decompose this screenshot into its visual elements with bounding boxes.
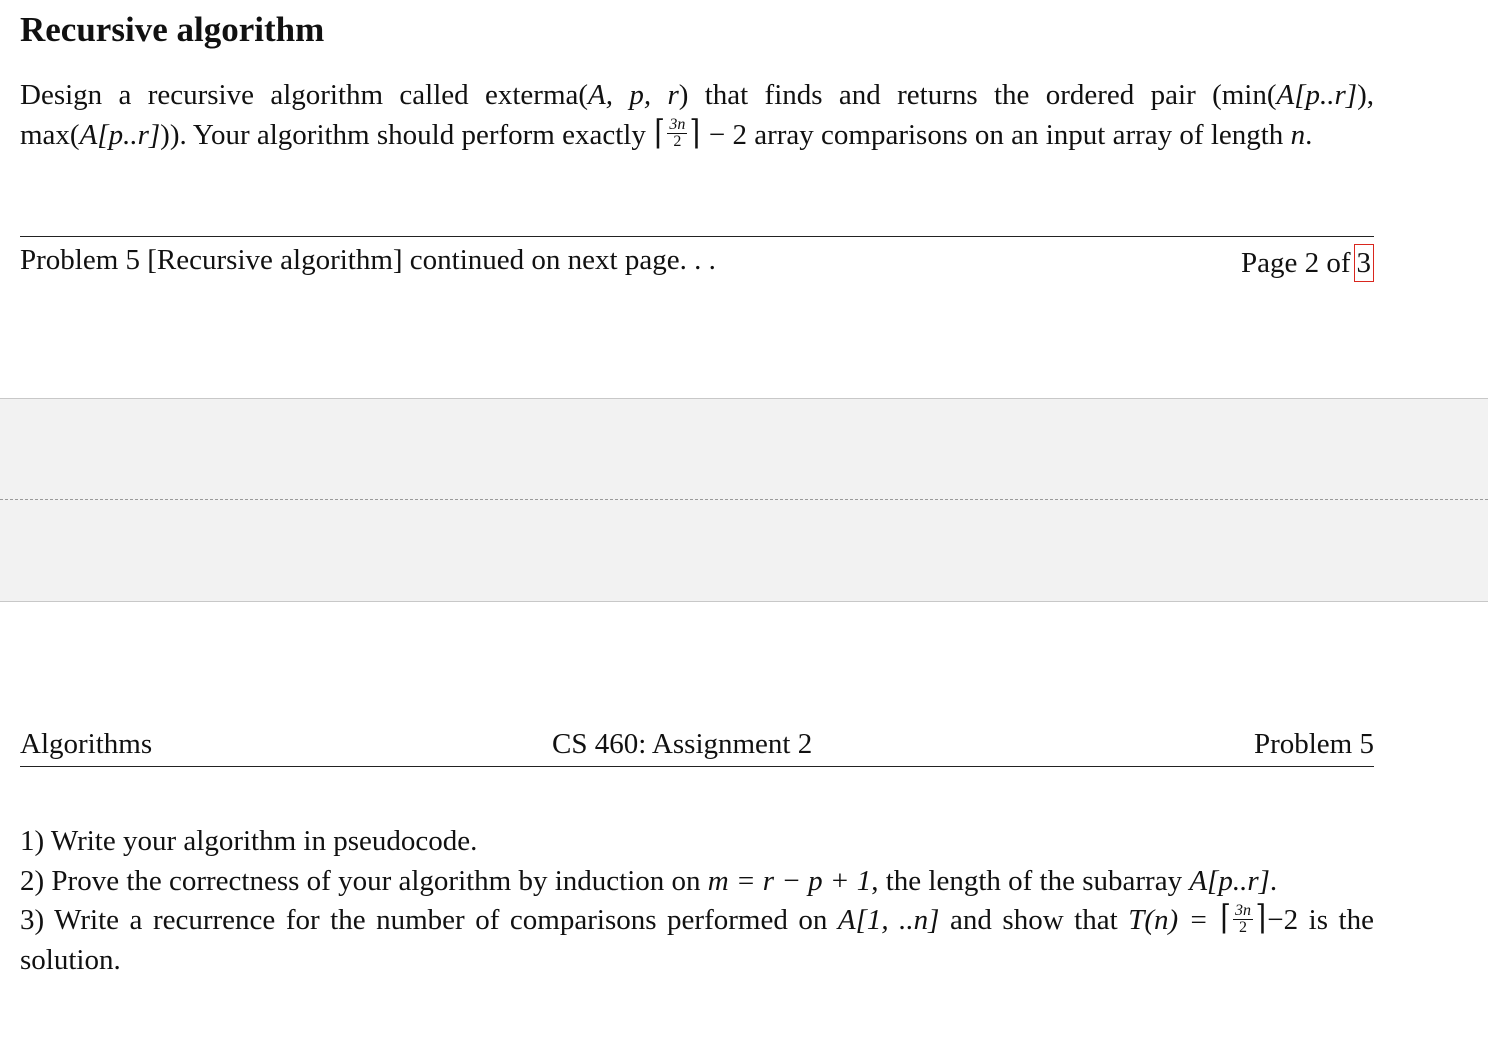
task-list — [20, 822, 1374, 980]
continued-notice: Problem 5 [Recursive algorithm] continued on next page. . . — [20, 244, 716, 276]
task-1: 1) Write your algorithm in pseudocode. — [20, 825, 478, 857]
fraction-denominator: 2 — [1239, 918, 1248, 936]
intro-text-5: − 2 array comparisons on an input array of length — [708, 118, 1284, 151]
page-3 — [0, 602, 1488, 1052]
page-break-divider — [0, 499, 1488, 500]
task-3-text-a: 3) Write a recurrence for the number of comparisons performed on — [20, 904, 828, 936]
fraction-denominator: 2 — [673, 133, 682, 151]
footer-rule — [20, 236, 1374, 237]
task-3-function: T(n) = — [1128, 904, 1209, 936]
header-course-topic: Algorithms — [20, 728, 153, 760]
fraction-3n-over-2 — [1233, 903, 1253, 936]
intro-text-6: . — [1305, 118, 1313, 151]
max-argument: A[p..r] — [79, 118, 161, 151]
task-3-array: A[1, ..n] — [837, 904, 940, 936]
ceil-left-bracket: ⌈ — [654, 114, 666, 152]
fraction-numerator: 3n — [669, 116, 686, 134]
task-3 — [20, 901, 1374, 980]
task-2-math: m = r − p + 1 — [707, 864, 872, 897]
intro-text-3: ), max( — [20, 79, 1375, 151]
header-rule — [20, 766, 1374, 767]
ceil-left-bracket: ⌈ — [1220, 900, 1231, 938]
task-2-subarray: A[p..r] — [1189, 864, 1270, 897]
task-2 — [20, 862, 1374, 902]
ceil-right-bracket: ⌉ — [689, 114, 701, 152]
task-3-text-b: and show that — [950, 904, 1118, 936]
variable-n: n — [1290, 118, 1306, 151]
page-gap — [0, 398, 1488, 602]
fraction-numerator: 3n — [1235, 901, 1252, 919]
page-number-prefix: Page 2 of — [1240, 247, 1351, 279]
page-number — [1241, 244, 1374, 282]
min-argument: A[p..r] — [1276, 79, 1358, 111]
intro-text-1: Design a recursive algorithm called exterma( — [20, 79, 589, 111]
task-3-text-c: −2 is the solution. — [20, 904, 1374, 976]
header-assignment: CS 460: Assignment 2 — [552, 728, 813, 760]
task-2-text-b: , the length of the subarray — [871, 864, 1183, 897]
fraction-3n-over-2 — [667, 117, 687, 150]
task-2-end: . — [1269, 864, 1278, 897]
function-args: A, p, r — [588, 79, 679, 111]
intro-text-2: ) that finds and returns the ordered pair (min( — [678, 79, 1277, 111]
header-problem: Problem 5 — [1253, 728, 1374, 760]
problem-description — [20, 76, 1374, 155]
intro-text-4: )). Your algorithm should perform exactly — [160, 118, 646, 151]
page-2 — [0, 0, 1488, 398]
page-total-link[interactable]: 3 — [1354, 244, 1375, 282]
section-title: Recursive algorithm — [20, 10, 325, 49]
ceil-right-bracket: ⌉ — [1255, 900, 1266, 938]
task-2-text-a: 2) Prove the correctness of your algorithm by induction on — [20, 864, 701, 897]
